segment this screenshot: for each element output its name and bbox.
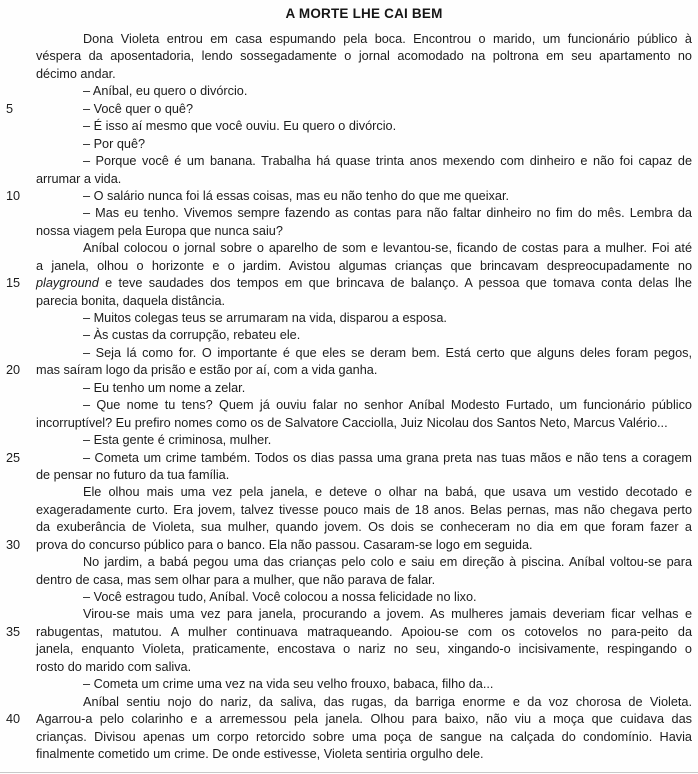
text-line — [36, 659, 692, 676]
italic-text-segment: playground — [36, 276, 99, 291]
text-segment: a janela, olhou o horizonte e o jardim. Avistou algumas crianças que brincavam despreocupadamente no — [36, 258, 692, 273]
text-segment: – Porque você é um banana. Trabalha há quase trinta anos mexendo com dinheiro e não foi capaz de — [83, 154, 692, 169]
text-segment: Virou-se mais uma vez para janela, procurando a jovem. As mulheres jamais deveriam ficar velhas e — [83, 607, 692, 622]
text-line — [36, 484, 692, 501]
text-line — [6, 275, 692, 292]
text-segment: – Seja lá como for. O importante é que eles se deram bem. Está certo que alguns deles foram pegos, — [83, 345, 692, 360]
text-body — [6, 31, 692, 763]
text-line — [36, 432, 692, 449]
text-line — [36, 676, 692, 693]
text-segment: No jardim, a babá pegou uma das crianças pelo colo e saiu em direção à piscina. Aníbal voltou-se para — [83, 555, 692, 570]
text-line — [36, 502, 692, 519]
text-segment: – Cometa um crime também. Todos os dias passa uma grana preta nas tuas mãos e não tens a coragem — [83, 450, 692, 465]
text-line — [36, 467, 692, 484]
line-number: 25 — [6, 450, 21, 465]
text-segment: – Eu tenho um nome a zelar. — [83, 380, 246, 395]
line-number: 15 — [6, 276, 21, 291]
text-line — [36, 345, 692, 362]
text-line — [36, 31, 692, 48]
text-segment: véspera da aposentadoria, lendo sossegadamente o jornal acomodado na poltrona em seu apartamento no — [36, 49, 692, 64]
text-segment: parecia bonita, daquela distância. — [36, 293, 226, 308]
line-number: 10 — [6, 188, 21, 203]
text-segment: Ele olhou mais uma vez pela janela, e deteve o olhar na babá, que usava um vestido decotado e — [83, 485, 692, 500]
text-segment: e teve saudades dos tempos em que brincava de balanço. A pessoa que tomava conta delas lhe — [98, 276, 692, 291]
text-line — [36, 118, 692, 135]
text-line — [36, 397, 692, 414]
text-segment: – Muitos colegas teus se arrumaram na vida, disparou a esposa. — [83, 311, 447, 325]
text-line — [36, 415, 692, 432]
text-line — [6, 624, 692, 641]
text-segment: – Você quer o quê? — [83, 101, 194, 116]
text-line — [36, 519, 692, 536]
text-segment: – É isso aí mesmo que você ouviu. Eu quero o divórcio. — [83, 119, 397, 134]
line-number: 40 — [6, 712, 21, 727]
text-line — [36, 223, 692, 240]
text-segment: Aníbal sentiu nojo do nariz, da saliva, das rugas, da barriga enorme e da voz chorosa de Violeta. — [83, 694, 692, 709]
text-segment: Agarrou-a pelo colarinho e a arremessou pela janela. Olhou para baixo, não viu a moça que cuidava das — [36, 712, 692, 727]
text-segment: Dona Violeta entrou em casa espumando pela boca. Encontrou o marido, um funcionário público à — [83, 32, 692, 46]
text-segment: – Cometa um crime uma vez na vida seu velho frouxo, babaca, filho da... — [83, 677, 494, 692]
text-segment: incorruptível? Eu prefiro nomes como os de Salvatore Cacciolla, Juiz Nicolau dos Santos Neto, Marcus Valério... — [36, 415, 668, 430]
text-segment: – Aníbal, eu quero o divórcio. — [83, 84, 248, 99]
page-bottom-rule — [0, 772, 698, 773]
text-line — [36, 136, 692, 153]
text-segment: nossa viagem pela Europa que nunca saiu? — [36, 223, 283, 238]
text-line — [36, 380, 692, 397]
text-segment: Aníbal colocou o jornal sobre o aparelho de som e levantou-se, ficando de costas para a mulher. Foi até — [83, 241, 692, 256]
text-segment: – Mas eu tenho. Vivemos sempre fazendo as contas para não faltar dinheiro no fim do mês. Lembra da — [83, 206, 692, 221]
text-segment: – O salário nunca foi lá essas coisas, mas eu não tenho do que me queixar. — [83, 188, 509, 203]
text-line — [6, 362, 692, 379]
text-line — [36, 572, 692, 589]
text-line — [36, 729, 692, 746]
line-number: 5 — [6, 101, 14, 116]
text-line — [36, 171, 692, 188]
line-number: 20 — [6, 363, 21, 378]
text-line — [36, 258, 692, 275]
text-segment: – Às custas da corrupção, rebateu ele. — [83, 328, 301, 343]
text-segment: janela, enquanto Violeta, praticamente, encostava o nariz no seu, xingando-o incisivamente, respingando o — [36, 642, 692, 657]
text-line — [36, 48, 692, 65]
text-segment: – Por quê? — [83, 136, 146, 151]
line-number: 30 — [6, 537, 21, 552]
text-line — [36, 746, 692, 763]
text-line — [36, 293, 692, 310]
text-line — [6, 101, 692, 118]
text-segment: rabugentas, matutou. A mulher continuava matraqueando. Apoiou-se com os cotovelos no para-peito da — [36, 624, 692, 639]
text-segment: dentro de casa, mas sem olhar para a mulher, que não parava de falar. — [36, 572, 436, 587]
text-line — [36, 589, 692, 606]
text-line — [36, 327, 692, 344]
text-line — [6, 188, 692, 205]
text-line — [36, 310, 692, 327]
text-line — [36, 694, 692, 711]
text-line — [36, 83, 692, 100]
text-segment: arrumar a vida. — [36, 171, 122, 186]
text-segment: – Você estragou tudo, Aníbal. Você colocou a nossa felicidade no lixo. — [83, 590, 477, 604]
text-segment: da exuberância de Violeta, sua mulher, quando jovem. Os dois se conheceram no dia em que foram fazer a — [36, 520, 692, 535]
text-segment: rosto do marido com saliva. — [36, 659, 192, 674]
text-line — [6, 711, 692, 728]
text-line — [6, 537, 692, 554]
text-segment: exageradamente curto. Era jovem, talvez tivesse pouco mais de 18 anos. Belas pernas, mas não chegava perto — [36, 502, 692, 517]
text-line — [6, 450, 692, 467]
text-line — [36, 153, 692, 170]
text-line — [36, 240, 692, 257]
text-segment: mas saíram logo da prisão e estão por aí, com a vida ganha. — [36, 363, 378, 378]
text-segment: finalmente cometido um crime. De onde estivesse, Violeta sentiria orgulho dele. — [36, 746, 484, 761]
text-segment: – Que nome tu tens? Quem já ouviu falar no senhor Aníbal Modesto Furtado, um funcionário público — [83, 398, 692, 413]
document-title: A MORTE LHE CAI BEM — [285, 6, 443, 21]
text-line — [36, 554, 692, 571]
text-line — [36, 205, 692, 222]
text-line — [36, 66, 692, 83]
text-segment: de pensar no futuro da tua família. — [36, 467, 230, 482]
text-segment: décimo andar. — [36, 66, 116, 81]
text-line — [36, 606, 692, 623]
line-number: 35 — [6, 624, 21, 639]
text-line — [36, 641, 692, 658]
text-segment: – Esta gente é criminosa, mulher. — [83, 433, 272, 448]
text-segment: prova do concurso público para o banco. Ela não passou. Casaram-se logo em seguida. — [36, 537, 533, 552]
text-segment: crianças. Divisou apenas um corpo retorcido sobre uma poça de sangue na calçada do condomínio. Havia — [36, 729, 692, 744]
